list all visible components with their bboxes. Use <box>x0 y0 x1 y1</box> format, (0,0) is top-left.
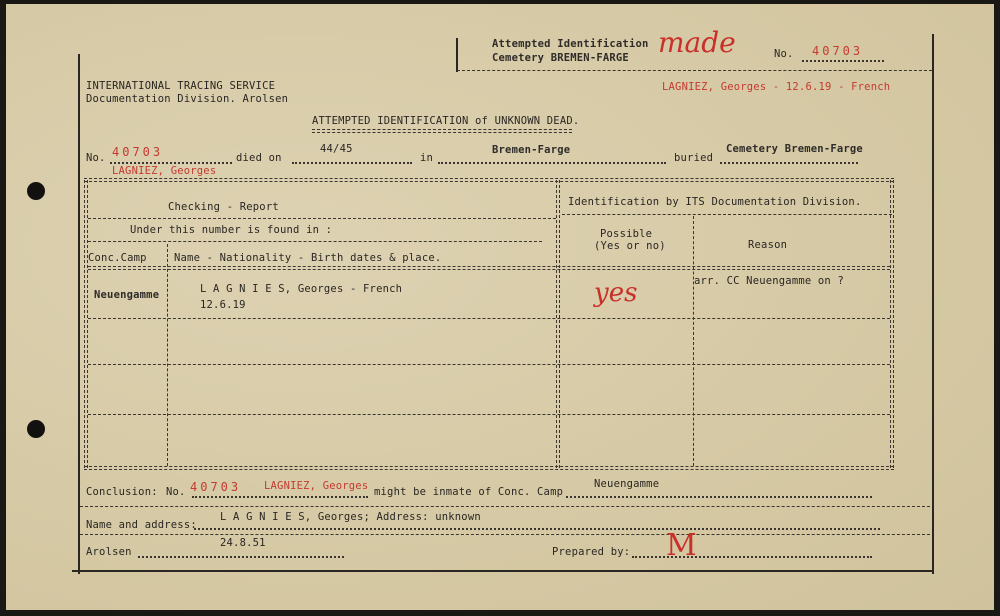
checking-header-underline <box>88 218 556 219</box>
row-possible-handwritten: yes <box>594 278 638 308</box>
identification-header: Identification by ITS Documentation Division. <box>568 196 862 208</box>
table-top-border <box>84 178 894 182</box>
row-camp: Neuengamme <box>94 289 160 301</box>
buried-value: Cemetery Bremen-Farge <box>726 143 863 155</box>
document-title: ATTEMPTED IDENTIFICATION of UNKNOWN DEAD. <box>312 115 580 127</box>
org-line-2: Documentation Division. Arolsen <box>86 93 289 105</box>
conclusion-camp: Neuengamme <box>594 478 660 490</box>
died-on-value: 44/45 <box>320 143 353 155</box>
under-number-underline <box>88 241 542 242</box>
header-row-bottom <box>88 266 890 270</box>
name-address-dots <box>194 528 880 530</box>
punch-hole-bottom <box>27 420 45 438</box>
record-no-value: 40703 <box>112 145 164 159</box>
conclusion-label: Conclusion: <box>86 486 158 498</box>
col-header-name: Name - Nationality - Birth dates & place. <box>174 252 442 264</box>
stamp-line-2: Cemetery BREMEN-FARGE <box>492 52 629 64</box>
conclusion-separator <box>80 506 930 507</box>
col-header-camp: Conc.Camp <box>88 252 147 264</box>
record-no-dots <box>110 162 232 164</box>
checking-report-header: Checking - Report <box>168 201 279 213</box>
in-label: in <box>420 152 434 164</box>
table-right-border <box>890 180 894 468</box>
row-name-line: L A G N I E S, Georges - French <box>200 283 403 295</box>
bottom-border-line <box>72 570 934 572</box>
subject-header: LAGNIEZ, Georges - 12.6.19 - French <box>662 81 891 93</box>
table-bottom-border <box>84 466 894 470</box>
title-underline <box>312 129 572 133</box>
possible-col-divider <box>693 216 694 466</box>
record-no-label: No. <box>86 152 106 164</box>
col-header-possible-2: (Yes or no) <box>594 240 666 252</box>
buried-dots <box>720 162 858 164</box>
punch-hole-top <box>27 182 45 200</box>
conclusion-might-be: might be inmate of Conc. Camp <box>374 486 564 498</box>
in-dots <box>438 162 666 164</box>
footer-date-dots <box>138 556 344 558</box>
left-border-line <box>78 54 80 574</box>
row-divider-1 <box>88 318 890 319</box>
stamp-box-left-edge <box>456 38 458 72</box>
conclusion-no-value: 40703 <box>190 480 242 494</box>
name-address-separator <box>80 534 930 535</box>
record-name-under: LAGNIEZ, Georges <box>112 165 217 177</box>
footer-place: Arolsen <box>86 546 132 558</box>
buried-label: buried <box>674 152 714 164</box>
stamp-box-bottom-edge <box>457 70 932 71</box>
prepared-by-signature: M <box>666 528 697 563</box>
row-birth: 12.6.19 <box>200 299 246 311</box>
stamp-no-value: 40703 <box>812 44 864 58</box>
col-header-possible-1: Possible <box>600 228 653 240</box>
table-left-border <box>84 180 88 468</box>
prepared-by-dots <box>632 556 872 558</box>
row-reason: arr. CC Neuengamme on ? <box>694 275 844 287</box>
row-divider-3 <box>88 414 890 415</box>
died-on-dots <box>292 162 412 164</box>
stamp-line-1: Attempted Identification <box>492 38 649 50</box>
right-border-line <box>932 34 934 574</box>
under-number-label: Under this number is found in : <box>130 224 333 236</box>
col-header-reason: Reason <box>748 239 788 251</box>
prepared-by-label: Prepared by: <box>552 546 631 558</box>
stamp-no-label: No. <box>774 48 794 60</box>
record-card <box>6 4 994 610</box>
conclusion-name: LAGNIEZ, Georges <box>264 480 369 492</box>
in-value: Bremen-Farge <box>492 144 571 156</box>
identification-header-underline <box>562 214 892 215</box>
row-divider-2 <box>88 364 890 365</box>
table-mid-divider <box>556 180 560 468</box>
died-on-label: died on <box>236 152 282 164</box>
name-address-value: L A G N I E S, Georges; Address: unknown <box>220 511 481 523</box>
stamp-no-dots <box>802 60 884 62</box>
org-line-1: INTERNATIONAL TRACING SERVICE <box>86 80 276 92</box>
conclusion-camp-dots <box>566 496 872 498</box>
camp-col-divider <box>167 244 168 466</box>
conclusion-no-label: No. <box>166 486 186 498</box>
handwritten-made: made <box>658 26 736 59</box>
conclusion-name-dots <box>192 496 368 498</box>
footer-date: 24.8.51 <box>220 537 266 549</box>
name-address-label: Name and address: <box>86 519 197 531</box>
